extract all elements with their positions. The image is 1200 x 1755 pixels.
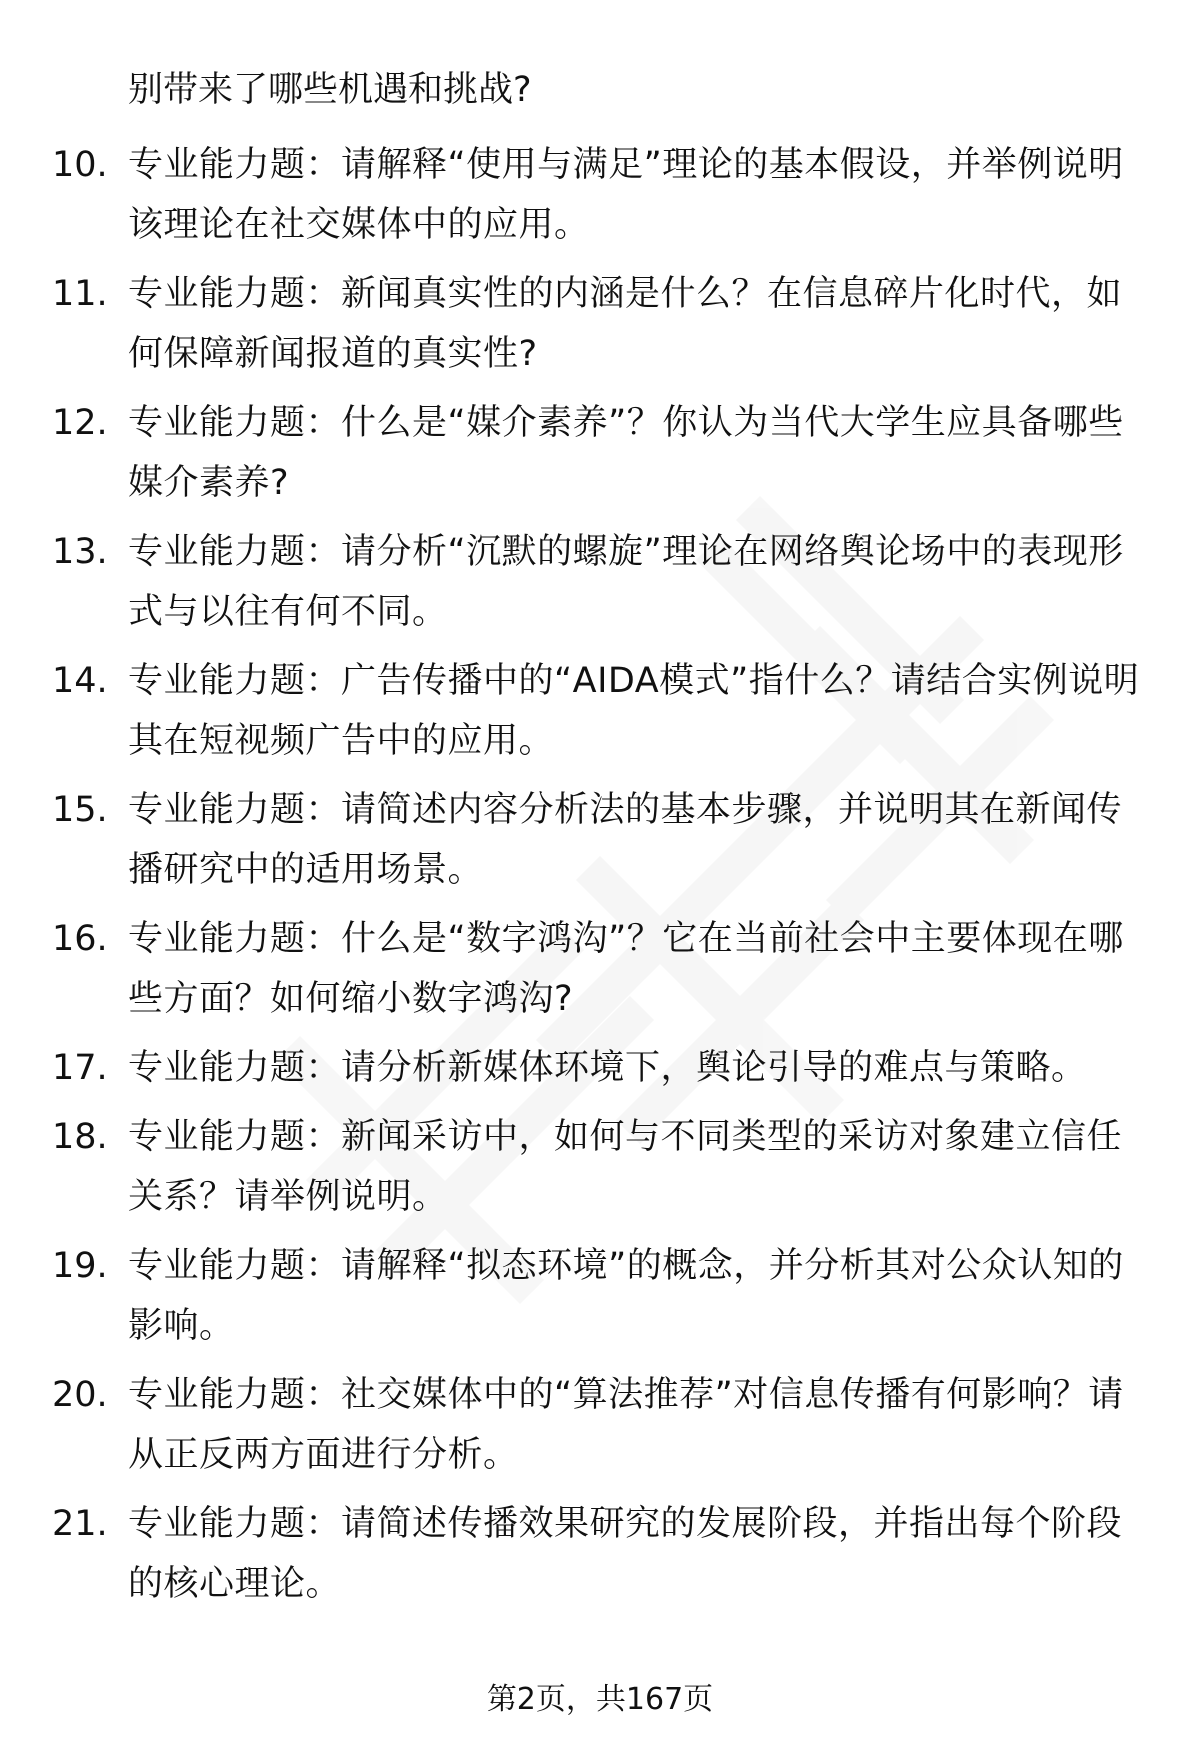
question-item: [0, 393, 1200, 517]
question-item: [0, 909, 1200, 1033]
question-item: [0, 135, 1200, 259]
question-text: 专业能力题：新闻采访中，如何与不同类型的采访对象建立信任关系？请举例说明。: [128, 1117, 1123, 1217]
question-item: [0, 522, 1200, 646]
question-item: [0, 780, 1200, 904]
question-item: [0, 1038, 1200, 1102]
question-number: 18.: [52, 1117, 108, 1157]
question-item: [0, 1494, 1200, 1618]
question-number: 14.: [52, 661, 108, 701]
question-text: 专业能力题：请简述传播效果研究的发展阶段，并指出每个阶段的核心理论。: [128, 1504, 1123, 1604]
question-text: 专业能力题：请分析新媒体环境下，舆论引导的难点与策略。: [128, 1048, 1087, 1088]
question-text: 专业能力题：什么是“媒介素养”？你认为当代大学生应具备哪些媒介素养?: [128, 403, 1124, 503]
question-number: 16.: [52, 919, 108, 959]
question-number: 11.: [52, 274, 108, 314]
question-number: 17.: [52, 1048, 108, 1088]
question-item: [0, 1236, 1200, 1360]
question-number: 10.: [52, 145, 108, 185]
question-item: [0, 264, 1200, 388]
question-number: 13.: [52, 532, 108, 572]
question-list: [0, 135, 1200, 1623]
question-text: 专业能力题：广告传播中的“AIDA模式”指什么？请结合实例说明其在短视频广告中的应用。: [128, 661, 1140, 761]
question-text: 专业能力题：请简述内容分析法的基本步骤，并说明其在新闻传播研究中的适用场景。: [128, 790, 1123, 890]
question-number: 15.: [52, 790, 108, 830]
question-text: 专业能力题：请解释“拟态环境”的概念，并分析其对公众认知的影响。: [128, 1246, 1124, 1346]
page-number-footer: 第2页，共167页: [486, 1682, 714, 1717]
question-text: 专业能力题：什么是“数字鸿沟”？它在当前社会中主要体现在哪些方面？如何缩小数字鸿沟?: [128, 919, 1124, 1019]
question-number: 20.: [52, 1375, 108, 1415]
question-item: [0, 1365, 1200, 1489]
question-item: [0, 1107, 1200, 1231]
question-text: 专业能力题：请分析“沉默的螺旋”理论在网络舆论场中的表现形式与以往有何不同。: [128, 532, 1124, 632]
question-number: 21.: [52, 1504, 108, 1544]
question-item: [0, 651, 1200, 775]
continued-question-text: 别带来了哪些机遇和挑战?: [128, 70, 532, 110]
question-number: 12.: [52, 403, 108, 443]
question-number: 19.: [52, 1246, 108, 1286]
question-text: 专业能力题：请解释“使用与满足”理论的基本假设，并举例说明该理论在社交媒体中的应用。: [128, 145, 1124, 245]
question-text: 专业能力题：新闻真实性的内涵是什么？在信息碎片化时代，如何保障新闻报道的真实性?: [128, 274, 1123, 374]
question-text: 专业能力题：社交媒体中的“算法推荐”对信息传播有何影响？请从正反两方面进行分析。: [128, 1375, 1124, 1475]
